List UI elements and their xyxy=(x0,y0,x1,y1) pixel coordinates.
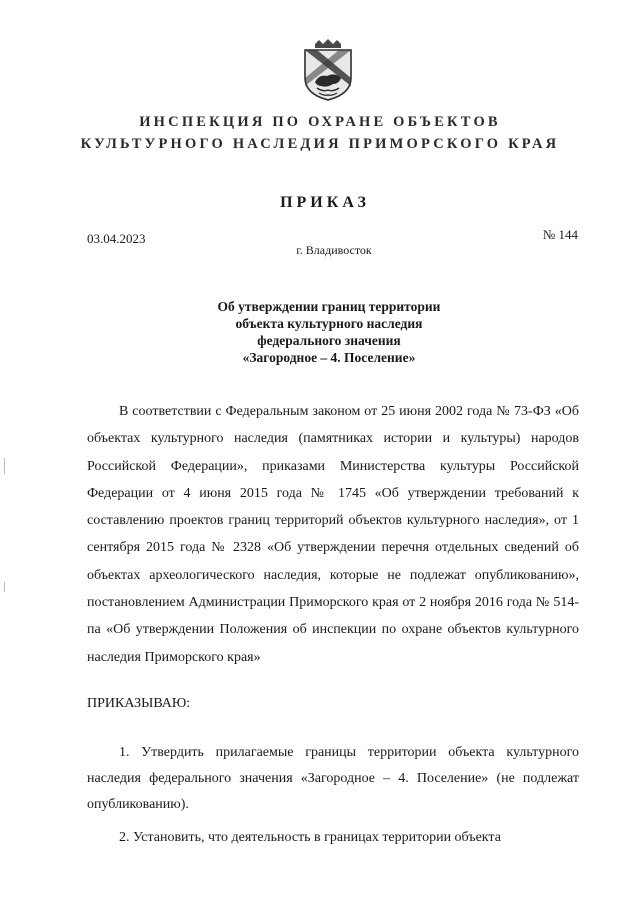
document-type: ПРИКАЗ xyxy=(280,194,370,211)
document-city: г. Владивосток xyxy=(296,243,372,257)
scan-edge-mark xyxy=(4,582,5,592)
document-title xyxy=(0,298,640,366)
document-date: 03.04.2023 xyxy=(87,231,146,246)
order-item-2: 2. Установить, что деятельность в границах территории объекта xyxy=(119,830,501,845)
title-line: федерального значения xyxy=(257,333,401,348)
title-line: «Загородное – 4. Поселение» xyxy=(242,350,416,365)
order-item-1: 1. Утвердить прилагаемые границы территории объекта культурного наследия федерального значения «Загородное – 4. Поселение» (не подлежат опубликованию). xyxy=(87,745,579,812)
order-word: ПРИКАЗЫВАЮ: xyxy=(87,696,191,711)
scan-edge-mark xyxy=(4,458,5,474)
preamble-paragraph: В соответствии с Федеральным законом от 25 июня 2002 года № 73-ФЗ «Об объектах культурного наследия (памятниках истории и культуры) народов Российской Федерации», приказами Министерства культуры Российской Федерации от 4 июня 2015 года № 1745 «Об утверждении требований к составлению проектов границ территорий объектов культурного наследия», от 1 сентября 2015 года № 2328 «Об утверждении перечня отдельных сведений об объектах археологического наследия, которые не подлежат опубликованию», постановлением Администрации Приморского края от 2 ноября 2016 года № 514-па «Об утверждении Положения об инспекции по охране объектов культурного наследия Приморского края» xyxy=(87,404,579,665)
organization-name-line-2: КУЛЬТУРНОГО НАСЛЕДИЯ ПРИМОРСКОГО КРАЯ xyxy=(80,136,560,152)
title-line: Об утверждении границ территории xyxy=(217,299,441,314)
organization-name-line-1: ИНСПЕКЦИЯ ПО ОХРАНЕ ОБЪЕКТОВ xyxy=(139,114,501,130)
document-number: № 144 xyxy=(542,227,578,242)
coat-of-arms-icon xyxy=(297,38,359,102)
title-line: объекта культурного наследия xyxy=(235,316,423,331)
